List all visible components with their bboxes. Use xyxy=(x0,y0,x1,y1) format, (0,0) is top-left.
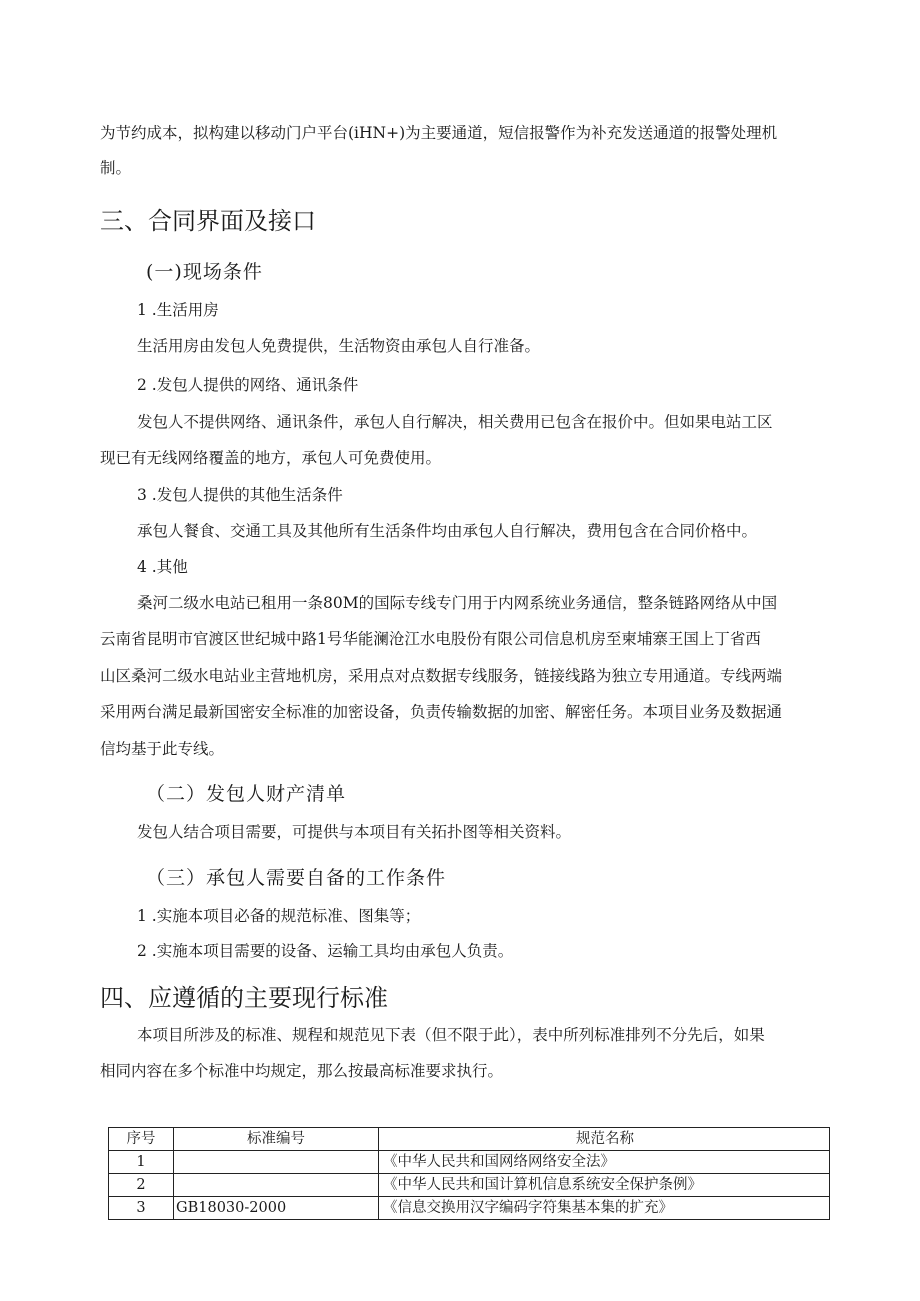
table-row xyxy=(109,1174,830,1197)
table-header-row xyxy=(109,1128,830,1151)
item-2-text-2: 现已有无线网络覆盖的地方，承包人可免费使用。 xyxy=(100,449,442,467)
section-4-para-2: 相同内容在多个标准中均规定，那么按最高标准要求执行。 xyxy=(100,1062,504,1080)
subsection-1-heading: (一)现场条件 xyxy=(146,261,263,283)
item-1-label: 1 .生活用房 xyxy=(137,301,219,319)
cell-standard-number xyxy=(174,1174,379,1197)
section-4-para-1: 本项目所涉及的标准、规程和规范见下表（但不限于此），表中所列标准排列不分先后，如果 xyxy=(137,1026,765,1044)
header-spec-name: 规范名称 xyxy=(379,1128,830,1151)
subsection-3-item-1: 1 .实施本项目必备的规范标准、图集等； xyxy=(137,907,421,925)
cell-index: 3 xyxy=(109,1197,174,1220)
item-1-text: 生活用房由发包人免费提供，生活物资由承包人自行准备。 xyxy=(137,337,541,355)
cell-spec-name: 《中华人民共和国网络网络安全法》 xyxy=(379,1151,830,1174)
item-4-label: 4 .其他 xyxy=(137,558,188,576)
table-row xyxy=(109,1151,830,1174)
subsection-3-heading: （三）承包人需要自备的工作条件 xyxy=(146,867,447,889)
subsection-2-text: 发包人结合项目需要，可提供与本项目有关拓扑图等相关资料。 xyxy=(137,823,572,841)
cell-standard-number xyxy=(174,1151,379,1174)
cell-standard-number: GB18030-2000 xyxy=(174,1197,379,1220)
item-4-text-4: 采用两台满足最新国密安全标准的加密设备，负责传输数据的加密、解密任务。本项目业务及数据通 xyxy=(100,703,783,721)
cell-spec-name: 《信息交换用汉字编码字符集基本集的扩充》 xyxy=(379,1197,830,1220)
item-3-text: 承包人餐食、交通工具及其他所有生活条件均由承包人自行解决，费用包含在合同价格中。 xyxy=(137,522,758,540)
item-4-text-3: 山区桑河二级水电站业主营地机房，采用点对点数据专线服务，链接线路为独立专用通道。专线两端 xyxy=(100,667,783,685)
item-2-label: 2 .发包人提供的网络、通讯条件 xyxy=(137,376,359,394)
subsection-2-heading: （二）发包人财产清单 xyxy=(146,783,347,805)
item-4-text-5: 信均基于此专线。 xyxy=(100,740,225,758)
section-4-heading: 四、应遵循的主要现行标准 xyxy=(100,984,388,1012)
item-2-text-1: 发包人不提供网络、通讯条件，承包人自行解决，相关费用已包含在报价中。但如果电站工区 xyxy=(137,413,773,431)
item-3-label: 3 .发包人提供的其他生活条件 xyxy=(137,486,343,504)
cell-index: 2 xyxy=(109,1174,174,1197)
intro-line-2: 制。 xyxy=(100,159,132,177)
header-index: 序号 xyxy=(109,1128,174,1151)
header-standard-number: 标准编号 xyxy=(174,1128,379,1151)
item-4-text-1: 桑河二级水电站已租用一条80M的国际专线专门用于内网系统业务通信，整条链路网络从中国 xyxy=(137,594,778,612)
item-4-text-2: 云南省昆明市官渡区世纪城中路1号华能澜沧江水电股份有限公司信息机房至柬埔寨王国上丁省西 xyxy=(100,630,761,648)
cell-spec-name: 《中华人民共和国计算机信息系统安全保护条例》 xyxy=(379,1174,830,1197)
subsection-3-item-2: 2 .实施本项目需要的设备、运输工具均由承包人负责。 xyxy=(137,942,514,960)
table-row xyxy=(109,1197,830,1220)
intro-line-1: 为节约成本，拟构建以移动门户平台(iHN+)为主要通道，短信报警作为补充发送通道的报警处理机 xyxy=(100,124,778,142)
section-3-heading: 三、合同界面及接口 xyxy=(100,207,316,235)
cell-index: 1 xyxy=(109,1151,174,1174)
standards-table xyxy=(108,1127,830,1220)
